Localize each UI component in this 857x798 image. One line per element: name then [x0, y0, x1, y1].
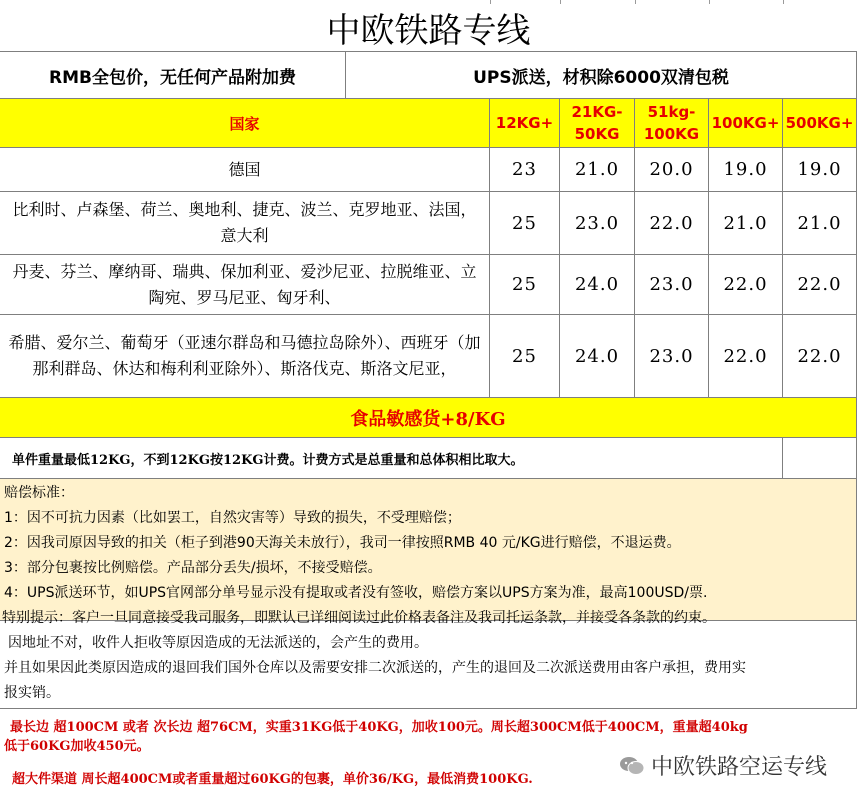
price-cell: 22.0 [783, 315, 857, 398]
price-cell: 24.0 [560, 315, 635, 398]
compensation-item: 3：部分包裹按比例赔偿。产品部分丢失/损坏，不接受赔偿。 [4, 560, 382, 576]
table-row [0, 315, 857, 398]
header-21-50kg: 21KG- 50KG [560, 99, 635, 148]
food-surcharge: 食品敏感货+8/KG [0, 398, 857, 438]
oversize-line: 最长边 超100CM 或者 次长边 超76CM，实重31KG低于40KG，加收100元。周长超300CM低于400CM，重量超40kg [10, 720, 748, 735]
country-cell: 希腊、爱尔兰、葡萄牙（亚速尔群岛和马德拉岛除外）、西班牙（加那利群岛、休达和梅利利亚除外）、斯洛伐克、斯洛文尼亚， [0, 315, 490, 398]
price-cell: 25 [490, 255, 560, 315]
weight-note: 单件重量最低12KG，不到12KG按12KG计费。计费方式是总重量和总体积相比取大。 [0, 438, 783, 479]
watermark [619, 750, 827, 781]
address-note-section [0, 621, 857, 709]
table-header-row [0, 99, 857, 148]
compensation-section [0, 479, 857, 626]
compensation-item: 2：因我司原因导致的扣关（柜子到港90天海关未放行），我司一律按照RMB 40 元/KG进行赔偿，不退运费。 [4, 535, 681, 551]
subtitle-row [0, 52, 857, 99]
page-title: 中欧铁路专线 [326, 11, 531, 51]
price-cell: 24.0 [560, 255, 635, 315]
compensation-item: 1：因不可抗力因素（比如罢工，自然灾害等）导致的损失，不受理赔偿； [4, 510, 461, 526]
compensation-heading: 赔偿标准： [4, 485, 74, 501]
country-cell: 德国 [0, 148, 490, 192]
header-51-100kg: 51kg- 100KG [635, 99, 709, 148]
weight-note-row [0, 438, 857, 479]
compensation-item: 4：UPS派送环节，如UPS官网部分单号显示没有提取或者没有签收，赔偿方案以UPS方案为准，最高100USD/票. [4, 585, 708, 601]
table-row [0, 192, 857, 255]
price-cell: 22.0 [783, 255, 857, 315]
oversize-line: 超大件渠道 周长超400CM或者重量超过60KG的包裹，单价36/KG，最低消费100KG. [12, 772, 533, 787]
price-cell: 22.0 [709, 315, 783, 398]
price-cell: 20.0 [635, 148, 709, 192]
address-note-line: 报实销。 [4, 685, 60, 701]
wechat-icon [619, 755, 645, 777]
price-cell: 25 [490, 192, 560, 255]
special-notice: 特别提示：客户一旦同意接受我司服务，即默认已详细阅读过此价格表备注及我司托运条款，并接受各条款的约束。 [2, 610, 716, 626]
address-note-line: 并且如果因此类原因造成的退回我们国外仓库以及需要安排二次派送的，产生的退回及二次派送费用由客户承担，费用实 [4, 660, 746, 676]
price-cell: 23.0 [635, 255, 709, 315]
price-cell: 21.0 [709, 192, 783, 255]
price-cell: 22.0 [709, 255, 783, 315]
address-note-line: 因地址不对，收件人拒收等原因造成的无法派送的，会产生的费用。 [8, 635, 428, 651]
price-cell: 23.0 [635, 315, 709, 398]
table-row [0, 255, 857, 315]
price-cell: 21.0 [783, 192, 857, 255]
watermark-text: 中欧铁路空运专线 [650, 755, 827, 780]
header-12kg: 12KG+ [490, 99, 560, 148]
table-row [0, 148, 857, 192]
country-cell: 丹麦、芬兰、摩纳哥、瑞典、保加利亚、爱沙尼亚、拉脱维亚、立陶宛、罗马尼亚、匈牙利、 [0, 255, 490, 315]
header-100kg: 100KG+ [709, 99, 783, 148]
oversize-line: 低于60KG加收450元。 [4, 739, 150, 754]
header-country: 国家 [0, 99, 490, 148]
empty-cell [783, 438, 857, 479]
price-cell: 25 [490, 315, 560, 398]
header-500kg: 500KG+ [783, 99, 857, 148]
title-row [0, 4, 857, 52]
price-cell: 21.0 [560, 148, 635, 192]
country-cell: 比利时、卢森堡、荷兰、奥地利、捷克、波兰、克罗地亚、法国，意大利 [0, 192, 490, 255]
price-cell: 19.0 [709, 148, 783, 192]
subtitle-left: RMB全包价，无任何产品附加费 [0, 52, 346, 99]
price-cell: 23.0 [560, 192, 635, 255]
price-cell: 19.0 [783, 148, 857, 192]
food-surcharge-row [0, 398, 857, 438]
price-cell: 22.0 [635, 192, 709, 255]
price-cell: 23 [490, 148, 560, 192]
subtitle-right: UPS派送，材积除6000双清包税 [346, 52, 857, 99]
